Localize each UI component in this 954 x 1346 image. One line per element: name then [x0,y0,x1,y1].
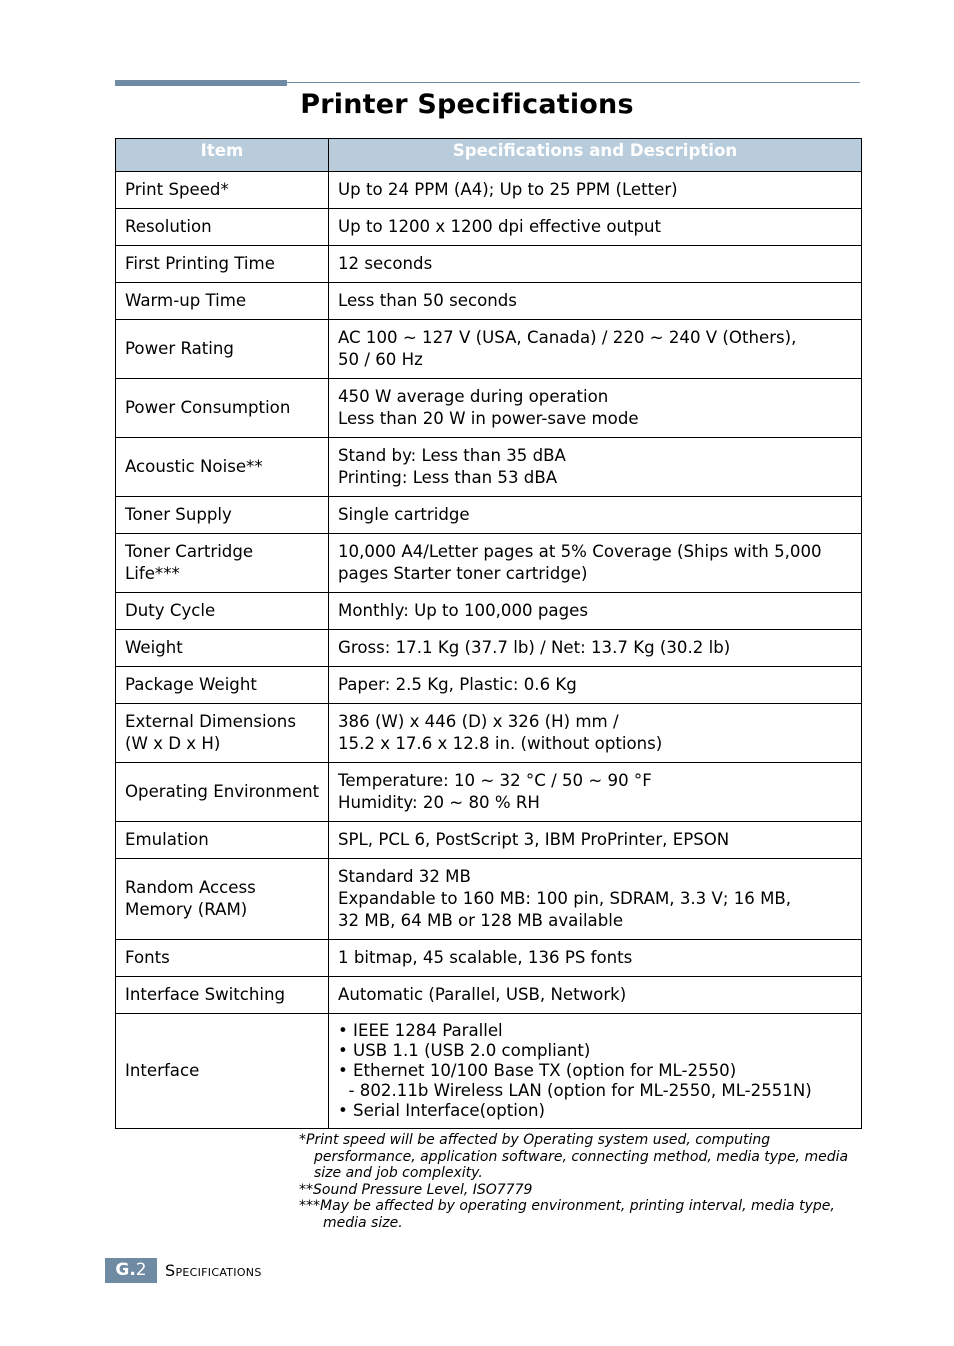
description-text: Less than 50 seconds [338,291,517,310]
column-header-description: Specifications and Description [329,139,862,172]
table-body [116,172,862,1129]
description-text: 50 / 60 Hz [338,350,423,369]
description-text: Gross: 17.1 Kg (37.7 lb) / Net: 13.7 Kg (30.2 lb) [338,638,731,657]
item-cell [116,704,329,763]
item-text: Life*** [125,564,180,583]
description-text: Automatic (Parallel, USB, Network) [338,985,627,1004]
table-row [116,283,862,320]
description-cell [329,940,862,977]
item-text: Resolution [125,217,212,236]
item-text: Fonts [125,948,170,967]
description-cell [329,859,862,940]
table-row [116,704,862,763]
description-text: 10,000 A4/Letter pages at 5% Coverage (Ships with 5,000 [338,542,822,561]
item-cell [116,379,329,438]
item-text: Random Access [125,878,256,897]
footnote-sound-pressure: **Sound Pressure Level, ISO7779 [299,1181,533,1198]
table-row [116,667,862,704]
item-text: Interface [125,1061,200,1080]
header-rule-accent [115,80,287,86]
item-cell [116,977,329,1014]
description-cell [329,283,862,320]
description-cell [329,246,862,283]
item-cell [116,593,329,630]
table-row [116,859,862,940]
description-text: Up to 24 PPM (A4); Up to 25 PPM (Letter) [338,180,678,199]
description-cell [329,497,862,534]
item-cell [116,283,329,320]
item-text: External Dimensions [125,712,296,731]
item-cell [116,822,329,859]
page-title: Printer Specifications [300,89,634,120]
description-text: AC 100 ~ 127 V (USA, Canada) / 220 ~ 240 V (Others), [338,328,797,347]
description-cell [329,822,862,859]
description-text: - 802.11b Wireless LAN (option for ML-2550, ML-2551N) [338,1081,812,1100]
footnote-print-speed-cont: size and job complexity. [314,1165,483,1182]
item-text: Toner Cartridge [125,542,254,561]
description-text: SPL, PCL 6, PostScript 3, IBM ProPrinter, EPSON [338,830,730,849]
item-text: Duty Cycle [125,601,216,620]
description-cell [329,977,862,1014]
section-label: Specifications [165,1261,262,1280]
item-cell [116,209,329,246]
item-cell [116,497,329,534]
item-text: Power Consumption [125,398,291,417]
item-cell [116,438,329,497]
table-row [116,320,862,379]
table-row [116,246,862,283]
page-number-badge [105,1258,157,1283]
description-text: 12 seconds [338,254,433,273]
description-text: Printing: Less than 53 dBA [338,468,558,487]
item-cell [116,246,329,283]
chapter-letter: G. [115,1260,136,1280]
description-text: Standard 32 MB [338,867,471,886]
description-text: Monthly: Up to 100,000 pages [338,601,588,620]
description-text: 1 bitmap, 45 scalable, 136 PS fonts [338,948,633,967]
item-text: Operating Environment [125,782,320,801]
table-row [116,977,862,1014]
table-row [116,172,862,209]
item-text: Print Speed* [125,180,229,199]
description-text: Up to 1200 x 1200 dpi effective output [338,217,662,236]
table-row [116,763,862,822]
item-cell [116,320,329,379]
table-row [116,630,862,667]
footnote-operating-environment-cont: media size. [323,1214,403,1231]
description-cell [329,534,862,593]
footnote-print-speed-cont: persformance, application software, connecting method, media type, media [314,1148,849,1165]
description-text: 386 (W) x 446 (D) x 326 (H) mm / [338,712,619,731]
item-cell [116,630,329,667]
description-cell [329,209,862,246]
item-text: Memory (RAM) [125,900,248,919]
item-cell [116,172,329,209]
table-row [116,534,862,593]
item-text: Interface Switching [125,985,286,1004]
description-text: • Ethernet 10/100 Base TX (option for ML-2550) [338,1061,737,1080]
description-text: Stand by: Less than 35 dBA [338,446,566,465]
description-cell [329,704,862,763]
description-cell [329,172,862,209]
description-cell [329,379,862,438]
specifications-table [115,138,862,1129]
item-text: Power Rating [125,339,234,358]
item-text: Package Weight [125,675,257,694]
footnote-print-speed: *Print speed will be affected by Operating system used, computing [299,1132,771,1148]
description-cell [329,763,862,822]
description-text: pages Starter toner cartridge) [338,564,588,583]
item-cell [116,859,329,940]
description-text: 15.2 x 17.6 x 12.8 in. (without options) [338,734,663,753]
table-row [116,438,862,497]
table-row [116,209,862,246]
description-cell [329,593,862,630]
description-text: • IEEE 1284 Parallel [338,1021,503,1040]
description-cell [329,438,862,497]
item-cell [116,534,329,593]
table-row [116,379,862,438]
column-header-item: Item [116,139,329,172]
item-cell [116,667,329,704]
item-text: Emulation [125,830,209,849]
table-row [116,1014,862,1129]
description-text: 450 W average during operation [338,387,609,406]
description-text: 32 MB, 64 MB or 128 MB available [338,911,624,930]
item-text: Warm-up Time [125,291,247,310]
item-text: Toner Supply [125,505,232,524]
table-row [116,822,862,859]
description-text: • USB 1.1 (USB 2.0 compliant) [338,1041,591,1060]
footnote-operating-environment: ***May be affected by operating environment, printing interval, media type, [299,1198,835,1215]
description-cell [329,630,862,667]
table-row [116,593,862,630]
description-text: Expandable to 160 MB: 100 pin, SDRAM, 3.3 V; 16 MB, [338,889,792,908]
table-row [116,497,862,534]
description-cell [329,1014,862,1129]
item-cell [116,1014,329,1129]
table-header-row [116,139,862,172]
description-text: Single cartridge [338,505,470,524]
footnotes [299,1132,859,1232]
description-cell [329,320,862,379]
item-text: Acoustic Noise** [125,457,263,476]
description-text: Humidity: 20 ~ 80 % RH [338,793,540,812]
item-text: First Printing Time [125,254,275,273]
item-text: (W x D x H) [125,734,221,753]
item-cell [116,763,329,822]
description-text: Temperature: 10 ~ 32 °C / 50 ~ 90 °F [338,771,652,790]
page-number: 2 [135,1260,147,1280]
description-text: Less than 20 W in power-save mode [338,409,639,428]
description-cell [329,667,862,704]
item-text: Weight [125,638,183,657]
description-text: • Serial Interface(option) [338,1101,546,1120]
item-cell [116,940,329,977]
description-text: Paper: 2.5 Kg, Plastic: 0.6 Kg [338,675,577,694]
table-row [116,940,862,977]
